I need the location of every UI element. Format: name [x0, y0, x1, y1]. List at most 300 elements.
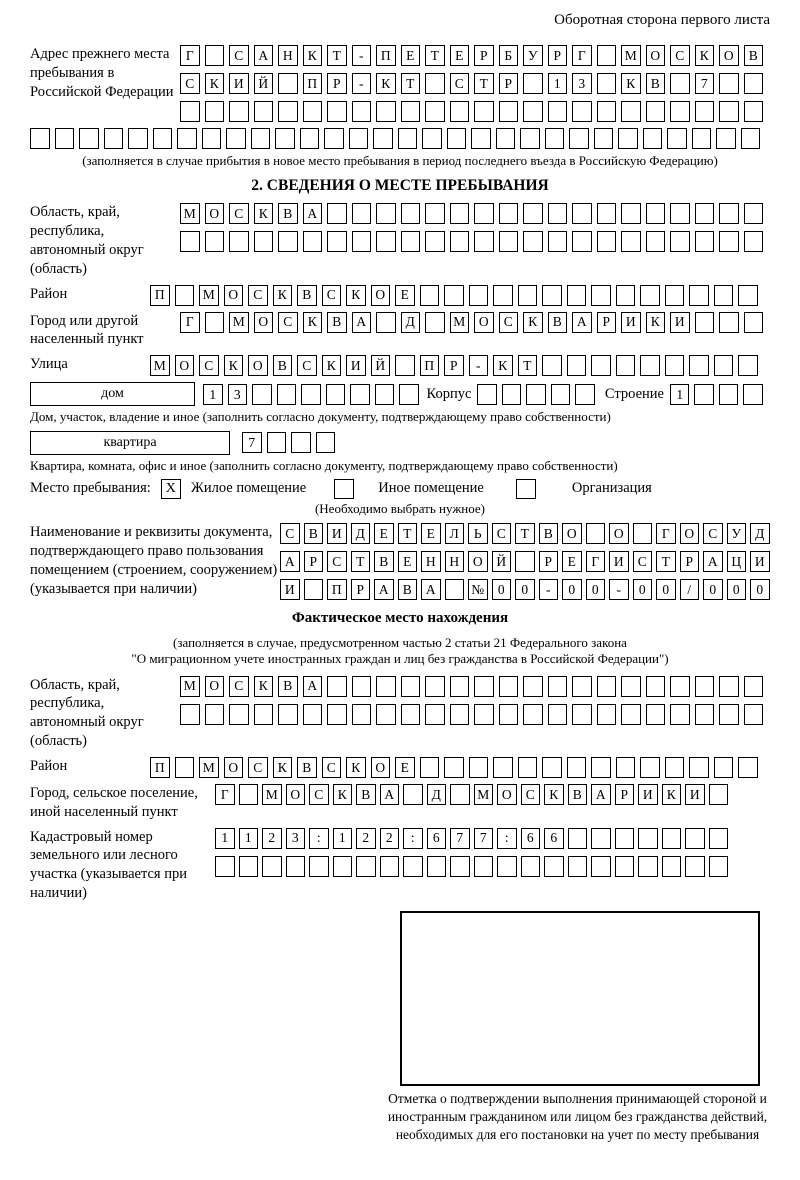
char-cell[interactable] [373, 128, 393, 149]
char-cell[interactable] [689, 355, 709, 376]
char-cell[interactable]: С [670, 45, 690, 66]
char-cell[interactable]: 0 [633, 579, 653, 600]
char-cell[interactable]: В [278, 676, 298, 697]
char-cell[interactable]: О [371, 285, 391, 306]
house-box[interactable]: дом [30, 382, 195, 406]
char-cell[interactable] [738, 757, 758, 778]
char-cell[interactable]: И [670, 312, 690, 333]
char-cell[interactable] [286, 856, 306, 877]
char-cell[interactable]: Е [562, 551, 582, 572]
char-cell[interactable]: М [180, 203, 200, 224]
char-cell[interactable]: : [497, 828, 517, 849]
char-cell[interactable] [640, 757, 660, 778]
char-cell[interactable] [254, 704, 274, 725]
char-cell[interactable] [714, 285, 734, 306]
char-cell[interactable] [646, 203, 666, 224]
char-cell[interactable] [638, 856, 658, 877]
checkbox-organizatsiya[interactable] [516, 479, 536, 499]
checkbox-zhiloe[interactable]: X [161, 479, 181, 499]
char-cell[interactable] [670, 704, 690, 725]
char-cell[interactable] [229, 101, 249, 122]
char-cell[interactable]: М [229, 312, 249, 333]
char-cell[interactable]: К [273, 757, 293, 778]
char-cell[interactable] [104, 128, 124, 149]
char-cell[interactable] [291, 432, 311, 453]
char-cell[interactable] [376, 101, 396, 122]
char-cell[interactable]: 1 [548, 73, 568, 94]
char-cell[interactable]: 0 [562, 579, 582, 600]
char-cell[interactable]: Р [304, 551, 324, 572]
char-cell[interactable]: И [609, 551, 629, 572]
char-cell[interactable] [352, 101, 372, 122]
char-cell[interactable]: 6 [521, 828, 541, 849]
char-cell[interactable]: О [474, 312, 494, 333]
char-cell[interactable] [376, 231, 396, 252]
char-cell[interactable] [685, 856, 705, 877]
char-cell[interactable] [685, 828, 705, 849]
char-cell[interactable] [719, 203, 739, 224]
char-cell[interactable]: 1 [215, 828, 235, 849]
char-cell[interactable] [301, 384, 321, 405]
char-cell[interactable] [254, 231, 274, 252]
char-cell[interactable] [226, 128, 246, 149]
char-cell[interactable] [670, 73, 690, 94]
char-cell[interactable] [304, 579, 324, 600]
char-cell[interactable] [518, 757, 538, 778]
char-cell[interactable] [153, 128, 173, 149]
char-cell[interactable] [594, 128, 614, 149]
char-cell[interactable] [499, 704, 519, 725]
char-cell[interactable] [499, 231, 519, 252]
char-cell[interactable] [422, 128, 442, 149]
char-cell[interactable] [303, 231, 323, 252]
char-cell[interactable] [474, 101, 494, 122]
char-cell[interactable] [662, 828, 682, 849]
char-cell[interactable] [177, 128, 197, 149]
char-cell[interactable] [597, 704, 617, 725]
char-cell[interactable] [471, 128, 491, 149]
char-cell[interactable] [326, 384, 346, 405]
char-cell[interactable] [229, 704, 249, 725]
char-cell[interactable] [591, 757, 611, 778]
char-cell[interactable] [714, 757, 734, 778]
char-cell[interactable] [401, 101, 421, 122]
char-cell[interactable]: Г [215, 784, 235, 805]
char-cell[interactable] [572, 676, 592, 697]
char-cell[interactable]: А [254, 45, 274, 66]
char-cell[interactable] [403, 784, 423, 805]
char-cell[interactable]: Т [398, 523, 418, 544]
char-cell[interactable] [744, 203, 764, 224]
char-cell[interactable]: 0 [492, 579, 512, 600]
char-cell[interactable] [477, 384, 497, 405]
char-cell[interactable] [275, 128, 295, 149]
char-cell[interactable] [316, 432, 336, 453]
char-cell[interactable]: Т [518, 355, 538, 376]
char-cell[interactable] [493, 757, 513, 778]
char-cell[interactable]: А [303, 676, 323, 697]
char-cell[interactable]: Г [586, 551, 606, 572]
char-cell[interactable]: Е [395, 757, 415, 778]
char-cell[interactable] [469, 285, 489, 306]
char-cell[interactable]: А [280, 551, 300, 572]
char-cell[interactable] [646, 231, 666, 252]
char-cell[interactable] [349, 128, 369, 149]
char-cell[interactable] [401, 676, 421, 697]
char-cell[interactable]: Е [401, 45, 421, 66]
char-cell[interactable]: А [303, 203, 323, 224]
char-cell[interactable] [567, 355, 587, 376]
char-cell[interactable] [239, 856, 259, 877]
char-cell[interactable] [572, 203, 592, 224]
char-cell[interactable] [376, 312, 396, 333]
char-cell[interactable]: / [680, 579, 700, 600]
char-cell[interactable]: Н [278, 45, 298, 66]
char-cell[interactable] [719, 676, 739, 697]
char-cell[interactable]: 0 [586, 579, 606, 600]
char-cell[interactable]: С [199, 355, 219, 376]
char-cell[interactable] [401, 203, 421, 224]
char-cell[interactable] [327, 676, 347, 697]
char-cell[interactable] [738, 355, 758, 376]
char-cell[interactable]: 7 [474, 828, 494, 849]
char-cell[interactable] [205, 231, 225, 252]
char-cell[interactable] [180, 101, 200, 122]
char-cell[interactable] [499, 676, 519, 697]
char-cell[interactable] [79, 128, 99, 149]
char-cell[interactable]: Р [615, 784, 635, 805]
char-cell[interactable] [180, 231, 200, 252]
char-cell[interactable]: Д [750, 523, 770, 544]
char-cell[interactable]: Г [572, 45, 592, 66]
char-cell[interactable]: В [297, 757, 317, 778]
char-cell[interactable] [719, 231, 739, 252]
char-cell[interactable]: А [591, 784, 611, 805]
char-cell[interactable] [591, 856, 611, 877]
char-cell[interactable]: : [309, 828, 329, 849]
char-cell[interactable] [303, 101, 323, 122]
char-cell[interactable]: 2 [262, 828, 282, 849]
char-cell[interactable]: Д [427, 784, 447, 805]
char-cell[interactable] [719, 312, 739, 333]
char-cell[interactable]: 6 [544, 828, 564, 849]
char-cell[interactable] [548, 231, 568, 252]
char-cell[interactable]: С [703, 523, 723, 544]
char-cell[interactable]: Й [492, 551, 512, 572]
char-cell[interactable] [278, 704, 298, 725]
char-cell[interactable]: С [492, 523, 512, 544]
char-cell[interactable] [709, 784, 729, 805]
char-cell[interactable] [205, 704, 225, 725]
char-cell[interactable] [744, 231, 764, 252]
char-cell[interactable]: Р [680, 551, 700, 572]
char-cell[interactable] [352, 231, 372, 252]
char-cell[interactable] [616, 355, 636, 376]
char-cell[interactable] [30, 128, 50, 149]
char-cell[interactable] [526, 384, 546, 405]
char-cell[interactable] [327, 704, 347, 725]
char-cell[interactable] [709, 828, 729, 849]
char-cell[interactable]: С [248, 757, 268, 778]
char-cell[interactable] [267, 432, 287, 453]
char-cell[interactable]: А [380, 784, 400, 805]
char-cell[interactable] [616, 285, 636, 306]
char-cell[interactable] [640, 355, 660, 376]
char-cell[interactable] [591, 285, 611, 306]
char-cell[interactable] [445, 579, 465, 600]
char-cell[interactable] [744, 312, 764, 333]
char-cell[interactable] [586, 523, 606, 544]
char-cell[interactable] [401, 704, 421, 725]
char-cell[interactable]: В [374, 551, 394, 572]
char-cell[interactable]: Р [539, 551, 559, 572]
char-cell[interactable]: М [262, 784, 282, 805]
char-cell[interactable]: В [304, 523, 324, 544]
char-cell[interactable]: 1 [333, 828, 353, 849]
char-cell[interactable]: Б [499, 45, 519, 66]
char-cell[interactable]: М [474, 784, 494, 805]
char-cell[interactable]: Р [351, 579, 371, 600]
char-cell[interactable]: - [352, 73, 372, 94]
char-cell[interactable] [444, 285, 464, 306]
char-cell[interactable] [591, 828, 611, 849]
char-cell[interactable]: В [273, 355, 293, 376]
char-cell[interactable]: : [403, 828, 423, 849]
char-cell[interactable] [450, 676, 470, 697]
char-cell[interactable] [714, 355, 734, 376]
char-cell[interactable]: И [621, 312, 641, 333]
char-cell[interactable] [474, 704, 494, 725]
char-cell[interactable] [618, 128, 638, 149]
char-cell[interactable] [615, 856, 635, 877]
char-cell[interactable]: О [254, 312, 274, 333]
char-cell[interactable]: М [621, 45, 641, 66]
char-cell[interactable] [670, 231, 690, 252]
char-cell[interactable] [646, 101, 666, 122]
char-cell[interactable] [520, 128, 540, 149]
char-cell[interactable] [548, 676, 568, 697]
char-cell[interactable] [542, 285, 562, 306]
char-cell[interactable]: В [568, 784, 588, 805]
char-cell[interactable] [548, 203, 568, 224]
char-cell[interactable]: - [539, 579, 559, 600]
char-cell[interactable]: О [286, 784, 306, 805]
char-cell[interactable]: 2 [380, 828, 400, 849]
char-cell[interactable] [542, 757, 562, 778]
char-cell[interactable] [425, 73, 445, 94]
char-cell[interactable] [695, 676, 715, 697]
char-cell[interactable]: 7 [450, 828, 470, 849]
char-cell[interactable]: П [150, 757, 170, 778]
char-cell[interactable] [548, 704, 568, 725]
char-cell[interactable] [719, 704, 739, 725]
char-cell[interactable]: Т [351, 551, 371, 572]
char-cell[interactable] [719, 384, 739, 405]
char-cell[interactable] [403, 856, 423, 877]
char-cell[interactable] [474, 856, 494, 877]
char-cell[interactable]: Р [597, 312, 617, 333]
char-cell[interactable]: М [199, 285, 219, 306]
char-cell[interactable]: О [205, 676, 225, 697]
char-cell[interactable]: К [523, 312, 543, 333]
char-cell[interactable] [251, 128, 271, 149]
char-cell[interactable] [427, 856, 447, 877]
char-cell[interactable]: У [727, 523, 747, 544]
char-cell[interactable] [202, 128, 222, 149]
char-cell[interactable]: Н [421, 551, 441, 572]
char-cell[interactable]: В [744, 45, 764, 66]
char-cell[interactable] [523, 704, 543, 725]
char-cell[interactable]: С [322, 285, 342, 306]
char-cell[interactable]: К [346, 285, 366, 306]
char-cell[interactable] [327, 203, 347, 224]
char-cell[interactable] [229, 231, 249, 252]
char-cell[interactable]: М [199, 757, 219, 778]
char-cell[interactable]: Т [327, 45, 347, 66]
char-cell[interactable]: Р [499, 73, 519, 94]
char-cell[interactable]: - [469, 355, 489, 376]
char-cell[interactable] [333, 856, 353, 877]
char-cell[interactable] [665, 285, 685, 306]
char-cell[interactable] [474, 231, 494, 252]
char-cell[interactable] [719, 73, 739, 94]
char-cell[interactable] [401, 231, 421, 252]
char-cell[interactable] [398, 128, 418, 149]
char-cell[interactable]: С [327, 551, 347, 572]
char-cell[interactable]: 2 [356, 828, 376, 849]
char-cell[interactable] [667, 128, 687, 149]
char-cell[interactable] [523, 73, 543, 94]
char-cell[interactable] [425, 704, 445, 725]
char-cell[interactable]: У [523, 45, 543, 66]
char-cell[interactable]: 3 [572, 73, 592, 94]
char-cell[interactable] [719, 101, 739, 122]
char-cell[interactable] [638, 828, 658, 849]
char-cell[interactable] [450, 231, 470, 252]
char-cell[interactable]: Т [401, 73, 421, 94]
char-cell[interactable] [399, 384, 419, 405]
char-cell[interactable] [591, 355, 611, 376]
char-cell[interactable] [695, 231, 715, 252]
char-cell[interactable] [695, 704, 715, 725]
char-cell[interactable] [548, 101, 568, 122]
char-cell[interactable] [493, 285, 513, 306]
char-cell[interactable] [694, 384, 714, 405]
char-cell[interactable]: С [278, 312, 298, 333]
char-cell[interactable]: А [374, 579, 394, 600]
char-cell[interactable] [689, 285, 709, 306]
char-cell[interactable] [450, 784, 470, 805]
char-cell[interactable]: Т [474, 73, 494, 94]
char-cell[interactable] [709, 856, 729, 877]
char-cell[interactable] [542, 355, 562, 376]
char-cell[interactable] [523, 231, 543, 252]
char-cell[interactable] [665, 757, 685, 778]
char-cell[interactable]: 0 [515, 579, 535, 600]
char-cell[interactable] [277, 384, 297, 405]
char-cell[interactable] [738, 285, 758, 306]
char-cell[interactable] [239, 784, 259, 805]
char-cell[interactable]: 3 [228, 384, 248, 405]
char-cell[interactable] [254, 101, 274, 122]
char-cell[interactable] [278, 73, 298, 94]
char-cell[interactable]: С [229, 45, 249, 66]
char-cell[interactable]: О [371, 757, 391, 778]
char-cell[interactable] [597, 203, 617, 224]
char-cell[interactable] [597, 676, 617, 697]
char-cell[interactable]: О [224, 285, 244, 306]
char-cell[interactable] [523, 676, 543, 697]
char-cell[interactable] [567, 757, 587, 778]
char-cell[interactable]: 0 [656, 579, 676, 600]
char-cell[interactable]: С [297, 355, 317, 376]
char-cell[interactable] [175, 757, 195, 778]
char-cell[interactable]: 7 [695, 73, 715, 94]
char-cell[interactable] [180, 704, 200, 725]
char-cell[interactable]: О [646, 45, 666, 66]
char-cell[interactable]: П [327, 579, 347, 600]
char-cell[interactable]: Е [374, 523, 394, 544]
char-cell[interactable] [309, 856, 329, 877]
char-cell[interactable]: К [695, 45, 715, 66]
char-cell[interactable]: Г [180, 45, 200, 66]
char-cell[interactable]: К [346, 757, 366, 778]
char-cell[interactable] [55, 128, 75, 149]
char-cell[interactable] [205, 45, 225, 66]
char-cell[interactable]: Т [425, 45, 445, 66]
char-cell[interactable] [380, 856, 400, 877]
char-cell[interactable] [376, 704, 396, 725]
char-cell[interactable] [327, 101, 347, 122]
char-cell[interactable]: И [750, 551, 770, 572]
char-cell[interactable]: Ь [468, 523, 488, 544]
char-cell[interactable]: О [562, 523, 582, 544]
char-cell[interactable]: К [493, 355, 513, 376]
char-cell[interactable]: Е [395, 285, 415, 306]
char-cell[interactable] [356, 856, 376, 877]
char-cell[interactable]: Ц [727, 551, 747, 572]
char-cell[interactable] [128, 128, 148, 149]
char-cell[interactable]: Н [445, 551, 465, 572]
char-cell[interactable]: М [450, 312, 470, 333]
char-cell[interactable]: К [205, 73, 225, 94]
char-cell[interactable]: К [322, 355, 342, 376]
char-cell[interactable] [502, 384, 522, 405]
char-cell[interactable]: 1 [239, 828, 259, 849]
char-cell[interactable] [741, 128, 761, 149]
char-cell[interactable]: - [352, 45, 372, 66]
char-cell[interactable]: С [229, 676, 249, 697]
char-cell[interactable]: В [646, 73, 666, 94]
char-cell[interactable]: К [254, 676, 274, 697]
char-cell[interactable]: К [303, 45, 323, 66]
char-cell[interactable]: А [572, 312, 592, 333]
char-cell[interactable] [350, 384, 370, 405]
char-cell[interactable]: О [719, 45, 739, 66]
char-cell[interactable]: Р [327, 73, 347, 94]
char-cell[interactable] [450, 704, 470, 725]
char-cell[interactable]: И [685, 784, 705, 805]
char-cell[interactable]: Р [444, 355, 464, 376]
char-cell[interactable]: М [150, 355, 170, 376]
char-cell[interactable] [597, 73, 617, 94]
char-cell[interactable] [425, 312, 445, 333]
char-cell[interactable] [572, 704, 592, 725]
char-cell[interactable]: И [346, 355, 366, 376]
char-cell[interactable] [499, 203, 519, 224]
char-cell[interactable] [420, 757, 440, 778]
char-cell[interactable] [545, 128, 565, 149]
